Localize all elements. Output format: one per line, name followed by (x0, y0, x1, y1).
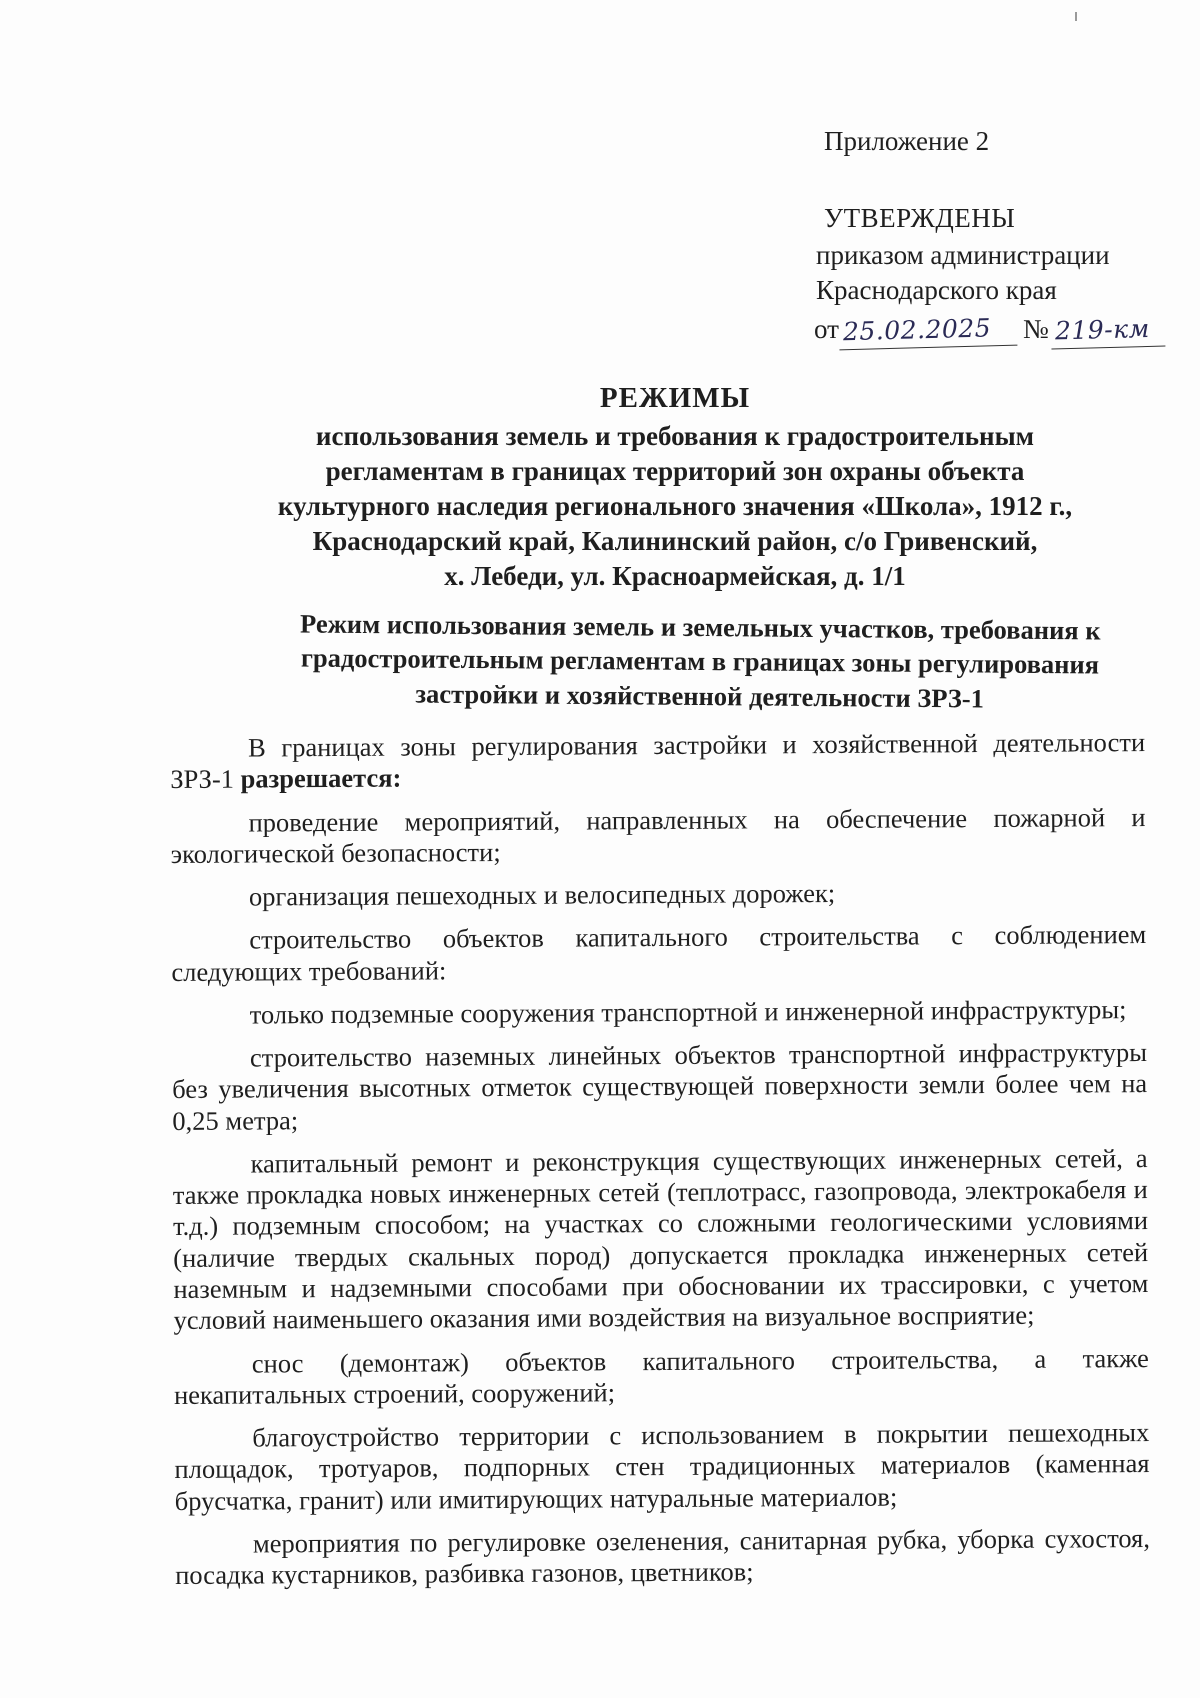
appendix-label: Приложение 2 (824, 126, 990, 156)
list-item: строительство наземных линейных объектов транспортной инфраструктуры без увеличения высотных отметок существующей поверхности земли более чем на 0,25 метра; (172, 1037, 1148, 1136)
title-line: регламентам в границах территорий зон охраны объекта (325, 456, 1025, 487)
intro-bold: разрешается: (240, 762, 402, 794)
intro-text: В границах зоны регулирования застройки и хозяйственной деятельности ЗРЗ-1 (170, 727, 1146, 795)
approval-block (814, 124, 1174, 348)
approval-line-1: приказом администрации (816, 240, 1110, 271)
title-subtitle (200, 419, 1150, 594)
section-heading (250, 606, 1151, 717)
list-item: проведение мероприятий, направленных на обеспечение пожарной и экологической безопасности; (170, 801, 1146, 869)
from-label: от (814, 314, 839, 345)
title-line: использования земель и требования к градостроительным (315, 421, 1035, 451)
intro-paragraph (170, 727, 1145, 795)
handwritten-date: 25.02.2025 (839, 312, 1018, 350)
body-text (170, 727, 1150, 1603)
title-line: х. Лебеди, ул. Красноармейская, д. 1/1 (444, 561, 906, 592)
section-heading-line: Режим использования земель и земельных участков, требования к (299, 608, 1101, 646)
handwritten-number: 219-км (1050, 313, 1165, 349)
section-heading-line: градостроительным регламентам в границах зоны регулирования (300, 642, 1100, 680)
list-item: строительство объектов капитального строительства с соблюдением следующих требований: (171, 919, 1147, 987)
section-heading-line: застройки и хозяйственной деятельности ЗРЗ-1 (415, 678, 985, 714)
list-item: капитальный ремонт и реконструкция существующих инженерных сетей, а также прокладка новых инженерных сетей (теплотрасс, газопровода, электрокабеля и т.д.) подземным способом; на участках со сложными геологическими условиями (наличие твердых скальных пород) допускается прокладка инженерных сетей наземным и надземными способами при обосновании их трассировки, с учетом условий наименьшего оказания ими воздействия на визуальное восприятие; (172, 1142, 1149, 1336)
scan-artifact-mark (1075, 12, 1077, 21)
list-item: снос (демонтаж) объектов капитального строительства, а также некапитальных строений, сооружений; (173, 1342, 1149, 1410)
number-label: № (1022, 314, 1049, 345)
list-item: только подземные сооружения транспортной и инженерной инфраструктуры; (249, 994, 1127, 1030)
document-title (200, 382, 1150, 594)
list-item: мероприятия по регулировке озеленения, санитарная рубка, уборка сухостоя, посадка кустарников, разбивка газонов, цветников; (175, 1522, 1151, 1591)
list-item: организация пешеходных и велосипедных дорожек; (248, 878, 836, 912)
order-line (814, 312, 1174, 348)
approved-heading: УТВЕРЖДЕНЫ (824, 203, 1016, 234)
title-main: РЕЖИМЫ (599, 382, 751, 414)
approval-line-2: Краснодарского края (816, 275, 1057, 306)
title-line: Краснодарский край, Калининский район, с/о Гривенский, (312, 526, 1038, 557)
list-item: благоустройство территории с использованием в покрытии пешеходных площадок, тротуаров, подпорных стен традиционных материалов (каменная брусчатка, гранит) или имитирующих натуральные материалов; (174, 1417, 1150, 1516)
title-line: культурного наследия регионального значения «Школа», 1912 г., (277, 491, 1073, 522)
